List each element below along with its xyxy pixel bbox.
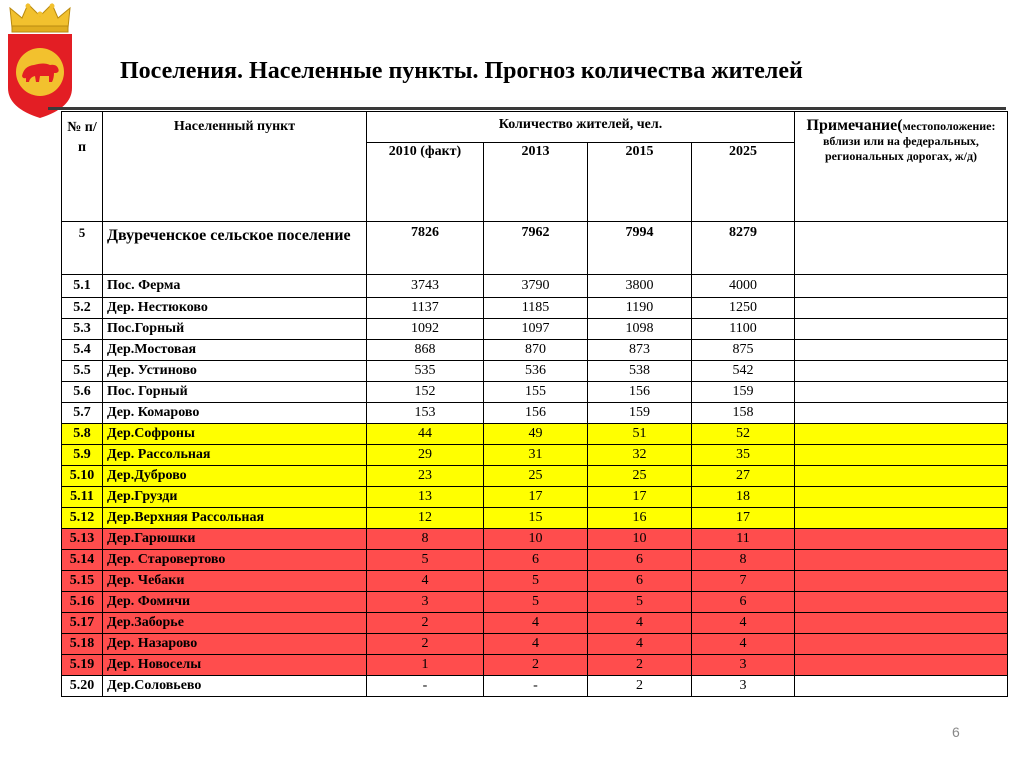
settlement-name: Дер. Комарово [103,403,367,424]
row-number: 5.11 [62,487,103,508]
value-2013: 6 [484,550,588,571]
value-2025: 11 [692,529,795,550]
header-row [62,112,1008,143]
value-2010: - [367,676,484,697]
row-number: 5.15 [62,571,103,592]
value-2015: 7994 [588,222,692,275]
table-row [62,592,1008,613]
note-cell [795,275,1008,298]
value-2010: 29 [367,445,484,466]
value-2015: 10 [588,529,692,550]
value-2013: - [484,676,588,697]
note-header-main: Примечание( [806,117,903,134]
value-2015: 159 [588,403,692,424]
value-2010: 44 [367,424,484,445]
table-row [62,550,1008,571]
value-2013: 2 [484,655,588,676]
value-2013: 4 [484,613,588,634]
value-2015: 1190 [588,298,692,319]
row-number: 5.8 [62,424,103,445]
col-header-year: 2025 [692,143,795,222]
note-cell [795,424,1008,445]
row-number: 5.18 [62,634,103,655]
settlement-name: Дер. Рассольная [103,445,367,466]
value-2015: 4 [588,613,692,634]
note-cell [795,634,1008,655]
note-cell [795,529,1008,550]
settlement-name: Дер. Нестюково [103,298,367,319]
value-2025: 52 [692,424,795,445]
value-2010: 153 [367,403,484,424]
value-2015: 1098 [588,319,692,340]
table-row [62,634,1008,655]
note-header-small: местоположение: вблизи или на федеральных, региональных дорогах, ж/д) [823,119,996,163]
note-cell [795,592,1008,613]
settlement-name: Дер. Новоселы [103,655,367,676]
value-2025: 6 [692,592,795,613]
value-2025: 4 [692,634,795,655]
value-2010: 2 [367,613,484,634]
table-row [62,424,1008,445]
settlement-name: Двуреченское сельское поселение [103,222,367,275]
note-cell [795,466,1008,487]
table-row [62,403,1008,424]
col-header-quantity: Количество жителей, чел. [367,112,795,143]
row-number: 5.9 [62,445,103,466]
value-2010: 1137 [367,298,484,319]
col-header-year: 2013 [484,143,588,222]
note-cell [795,508,1008,529]
value-2025: 4 [692,613,795,634]
table-row [62,445,1008,466]
table-row [62,298,1008,319]
row-number: 5.12 [62,508,103,529]
col-header-num: № п/п [62,112,103,222]
value-2010: 12 [367,508,484,529]
table-row [62,613,1008,634]
table-row [62,529,1008,550]
row-number: 5.14 [62,550,103,571]
note-cell [795,403,1008,424]
page-title: Поселения. Населенные пункты. Прогноз количества жителей [120,58,803,84]
row-number: 5.16 [62,592,103,613]
note-cell [795,340,1008,361]
row-number: 5.4 [62,340,103,361]
row-number: 5.1 [62,275,103,298]
settlement-name: Пос. Ферма [103,275,367,298]
value-2015: 5 [588,592,692,613]
settlement-name: Дер.Грузди [103,487,367,508]
settlement-name: Дер. Устиново [103,361,367,382]
value-2010: 535 [367,361,484,382]
value-2015: 51 [588,424,692,445]
note-cell [795,571,1008,592]
settlement-name: Дер. Фомичи [103,592,367,613]
settlement-name: Дер. Назарово [103,634,367,655]
table-row [62,340,1008,361]
value-2010: 868 [367,340,484,361]
value-2025: 35 [692,445,795,466]
value-2015: 156 [588,382,692,403]
note-cell [795,445,1008,466]
table-row [62,655,1008,676]
page-number: 6 [952,724,960,740]
table-row [62,319,1008,340]
value-2025: 1250 [692,298,795,319]
table-row [62,487,1008,508]
table-row [62,571,1008,592]
value-2013: 49 [484,424,588,445]
value-2025: 4000 [692,275,795,298]
settlement-name: Пос. Горный [103,382,367,403]
value-2025: 159 [692,382,795,403]
settlement-name: Пос.Горный [103,319,367,340]
value-2015: 17 [588,487,692,508]
note-cell [795,613,1008,634]
value-2013: 5 [484,571,588,592]
table-row [62,275,1008,298]
row-number: 5.20 [62,676,103,697]
table-row [62,382,1008,403]
value-2013: 5 [484,592,588,613]
value-2010: 5 [367,550,484,571]
total-row [62,222,1008,275]
row-number: 5.13 [62,529,103,550]
value-2025: 27 [692,466,795,487]
value-2025: 3 [692,676,795,697]
value-2010: 3743 [367,275,484,298]
value-2010: 4 [367,571,484,592]
col-header-name: Населенный пункт [103,112,367,222]
value-2013: 10 [484,529,588,550]
value-2025: 3 [692,655,795,676]
col-header-year: 2010 (факт) [367,143,484,222]
value-2010: 7826 [367,222,484,275]
settlement-name: Дер.Дуброво [103,466,367,487]
value-2025: 8 [692,550,795,571]
value-2025: 875 [692,340,795,361]
value-2015: 2 [588,655,692,676]
value-2010: 13 [367,487,484,508]
value-2015: 6 [588,550,692,571]
value-2010: 8 [367,529,484,550]
value-2025: 17 [692,508,795,529]
value-2015: 25 [588,466,692,487]
value-2013: 17 [484,487,588,508]
note-cell [795,676,1008,697]
settlement-name: Дер.Гарюшки [103,529,367,550]
note-cell [795,382,1008,403]
value-2013: 25 [484,466,588,487]
value-2013: 156 [484,403,588,424]
settlement-name: Дер. Старовертово [103,550,367,571]
value-2013: 15 [484,508,588,529]
value-2013: 536 [484,361,588,382]
row-number: 5.3 [62,319,103,340]
value-2025: 158 [692,403,795,424]
value-2010: 2 [367,634,484,655]
table-row [62,361,1008,382]
note-cell [795,361,1008,382]
settlement-name: Дер.Соловьево [103,676,367,697]
value-2013: 3790 [484,275,588,298]
note-cell [795,655,1008,676]
value-2015: 3800 [588,275,692,298]
note-cell [795,550,1008,571]
note-cell [795,298,1008,319]
value-2025: 542 [692,361,795,382]
value-2015: 16 [588,508,692,529]
value-2025: 7 [692,571,795,592]
note-cell [795,222,1008,275]
table-row [62,508,1008,529]
col-header-year: 2015 [588,143,692,222]
title-divider [48,107,1006,110]
value-2013: 4 [484,634,588,655]
row-number: 5.17 [62,613,103,634]
row-number: 5.6 [62,382,103,403]
value-2013: 870 [484,340,588,361]
note-cell [795,487,1008,508]
row-number: 5.10 [62,466,103,487]
col-header-note [795,112,1008,222]
value-2013: 7962 [484,222,588,275]
row-number: 5.2 [62,298,103,319]
settlement-name: Дер.Верхняя Рассольная [103,508,367,529]
note-cell [795,319,1008,340]
value-2025: 18 [692,487,795,508]
population-table [61,111,1008,697]
value-2010: 23 [367,466,484,487]
value-2015: 4 [588,634,692,655]
bear-emblem-icon [4,2,76,120]
settlement-name: Дер. Чебаки [103,571,367,592]
row-number: 5.19 [62,655,103,676]
value-2015: 2 [588,676,692,697]
value-2013: 31 [484,445,588,466]
value-2015: 873 [588,340,692,361]
settlement-name: Дер.Заборье [103,613,367,634]
value-2025: 8279 [692,222,795,275]
value-2013: 1185 [484,298,588,319]
value-2015: 32 [588,445,692,466]
row-number: 5.7 [62,403,103,424]
value-2010: 152 [367,382,484,403]
value-2013: 155 [484,382,588,403]
settlement-name: Дер.Софроны [103,424,367,445]
value-2015: 538 [588,361,692,382]
value-2015: 6 [588,571,692,592]
row-number: 5.5 [62,361,103,382]
row-number: 5 [62,222,103,275]
value-2010: 1 [367,655,484,676]
value-2025: 1100 [692,319,795,340]
value-2010: 1092 [367,319,484,340]
value-2013: 1097 [484,319,588,340]
settlement-name: Дер.Мостовая [103,340,367,361]
table-row [62,466,1008,487]
table-row [62,676,1008,697]
value-2010: 3 [367,592,484,613]
